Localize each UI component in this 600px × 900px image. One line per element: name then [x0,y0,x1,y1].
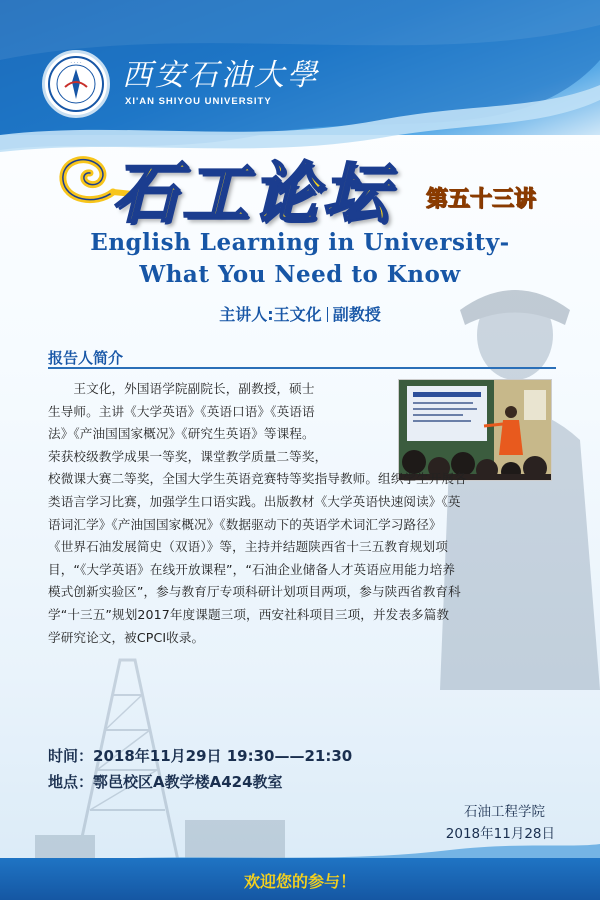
bio-line: 类语言学习比赛，加强学生口语实践。出版教材《大学英语快速阅读》《英 [48,493,461,509]
bio-line: 《世界石油发展简史（双语）》等，主持并结题陕西省十三五教育规划项 [48,539,448,555]
speaker-name: 主讲人:王文化 [219,305,322,324]
bio-heading: 报告人简介 [48,349,124,367]
bio-line: 目，“《大学英语》在线开放课程”，“石油企业储备人才英语应用能力培养 [48,561,456,577]
welcome-message: 欢迎您的参与！ [243,872,356,891]
separator [327,307,328,322]
lecture-number: 第五十三讲 [426,187,537,212]
bio-line: 荣获校级教学成果一等奖，课堂教学质量二等奖， [48,448,328,464]
speaker-line [0,302,600,325]
university-name-en: XI'AN SHIYOU UNIVERSITY [125,96,272,107]
svg-text:· · · ·: · · · · [70,60,82,66]
talk-title-line2: What You Need to Know [139,261,461,288]
event-time [48,745,352,766]
speaker-rank: 副教授 [332,305,381,324]
section-divider [48,367,556,369]
bio-paragraph [48,378,556,649]
university-seal-icon [42,50,110,118]
time-value: 2018年11月29日 19:30——21:30 [93,747,353,765]
bio-line: 语词汇学》《产油国国家概况》《数据驱动下的英语学术词汇学习路径》 [48,516,442,532]
university-name-cn: 西安石油大學 [122,58,320,93]
bio-line: 学研究论文，被CPCI收录。 [48,629,205,645]
forum-title: 石工论坛 [112,155,392,232]
talk-title-line1: English Learning in University- [90,229,510,256]
organizer-name: 石油工程学院 [464,804,545,820]
notice-date: 2018年11月28日 [445,826,555,842]
event-place [48,771,283,792]
bio-line: 校微课大赛二等奖，全国大学生英语竞赛特等奖指导教师。组织学生开展各 [48,471,467,487]
bio-line: 法》《产油国国家概况》《研究生英语》等课程。 [48,426,315,442]
bio-line: 模式创新实验区”，参与教育厅专项科研计划项目两项，参与陕西省教育科 [48,584,461,600]
bio-line: 王文化，外国语学院副院长，副教授，硕士 [48,381,315,396]
place-label: 地点： [48,773,94,791]
place-value: 鄠邑校区A教学楼A424教室 [93,773,283,791]
bio-line: 生导师。主讲《大学英语》《英语口语》《英语语 [48,403,315,419]
time-label: 时间： [48,747,94,765]
bio-line: 学“十三五”规划2017年度课题三项，西安社科项目三项，并发表多篇教 [48,606,450,622]
